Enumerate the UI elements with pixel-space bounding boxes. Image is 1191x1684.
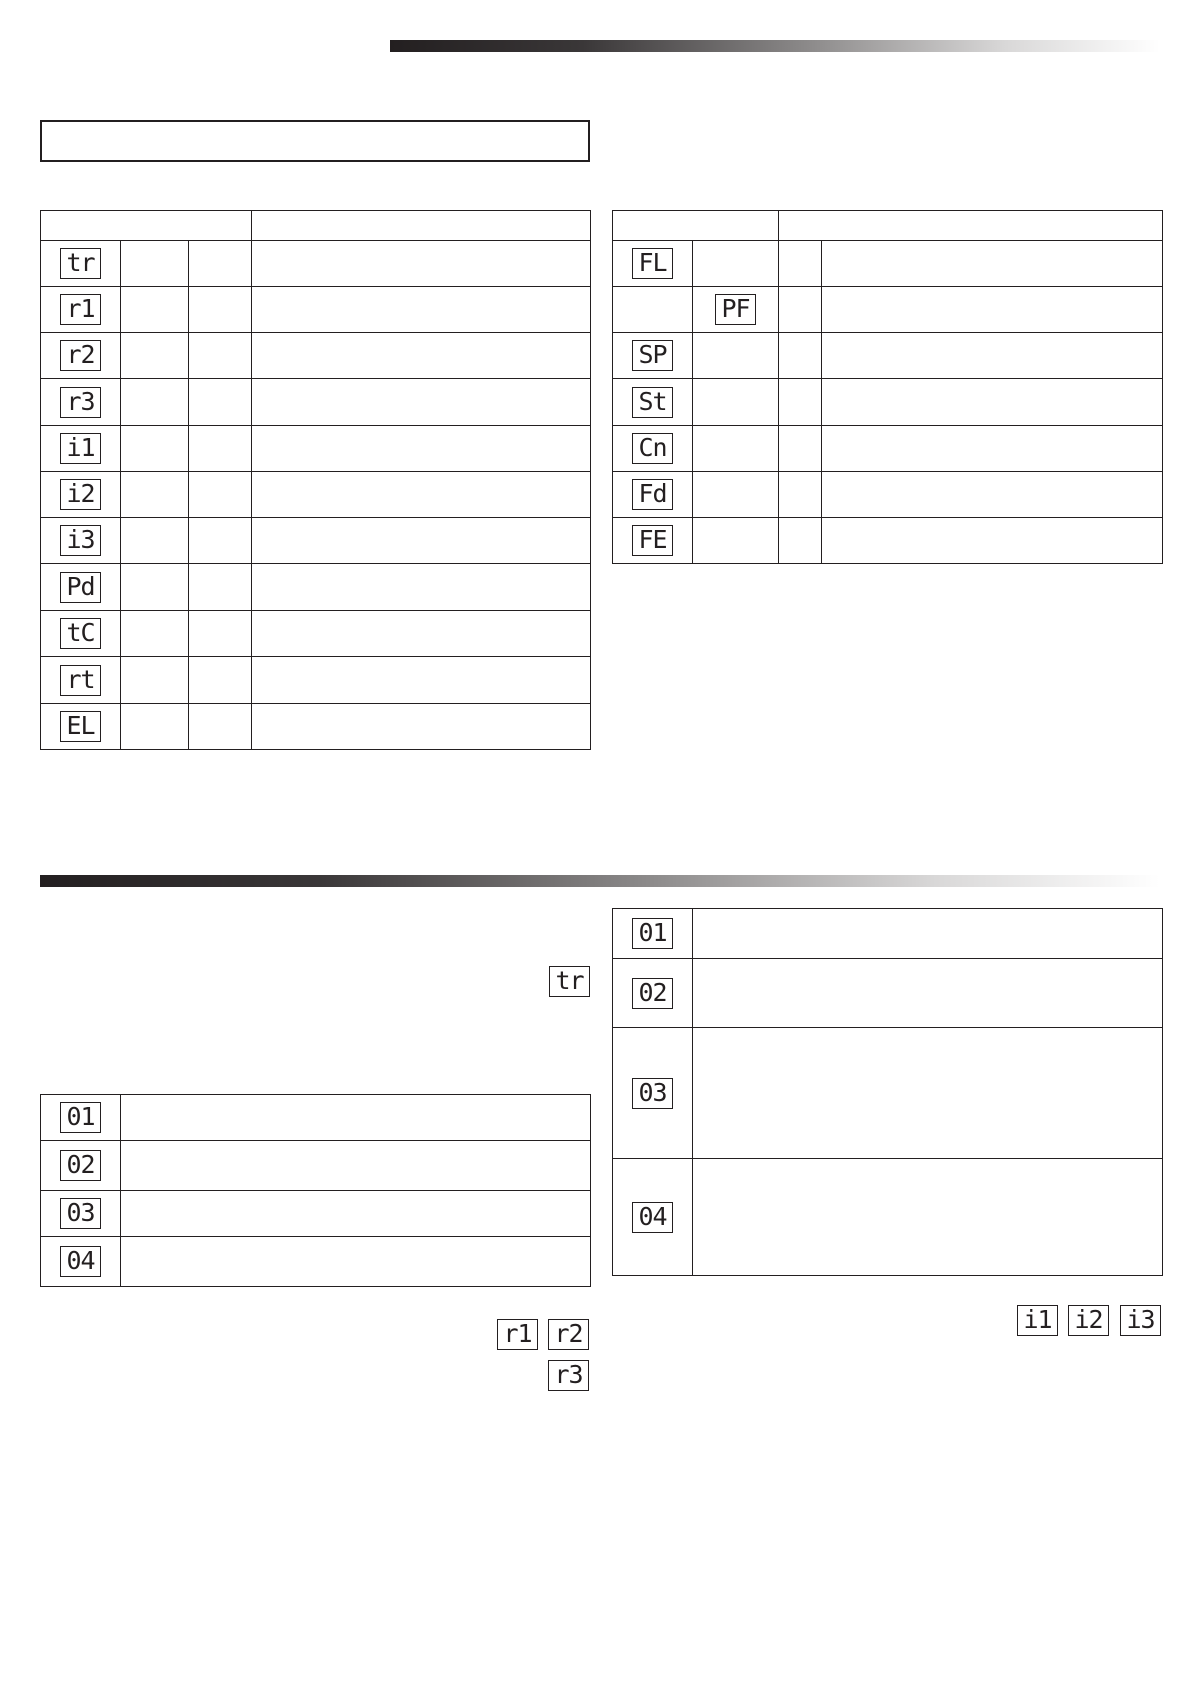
table-row (41, 611, 591, 657)
options-table-right (612, 908, 1163, 1276)
table-row (41, 1237, 591, 1287)
table-row (41, 1141, 591, 1191)
tr-options-table (40, 1094, 591, 1287)
header-cell-parameter (613, 211, 779, 241)
display-code-icon-i2: i2 (1068, 1305, 1109, 1336)
display-code-icon: i3 (60, 525, 101, 556)
display-code-icon: 01 (60, 1102, 101, 1133)
table-row (41, 426, 591, 472)
table-row (41, 1191, 591, 1237)
table-row (41, 518, 591, 564)
table-row (41, 472, 591, 518)
parameter-table-left (40, 210, 591, 750)
display-code-icon: i1 (60, 433, 101, 464)
display-code-icon: EL (60, 711, 101, 742)
display-code-icon: Pd (60, 572, 101, 603)
table-row (613, 426, 1163, 472)
display-code-icon: St (632, 387, 673, 418)
display-code-icon-r1: r1 (497, 1319, 538, 1350)
display-code-icon: r1 (60, 294, 101, 325)
display-code-icon-tr: tr (549, 966, 590, 997)
header-gradient-bar (390, 40, 1160, 52)
table-row (613, 1028, 1163, 1159)
display-code-icon-r3: r3 (548, 1360, 589, 1391)
section-gradient-bar (40, 875, 1160, 887)
display-code-icon: SP (632, 340, 673, 371)
table-row (613, 241, 1163, 287)
display-code-icon: 03 (632, 1078, 673, 1109)
display-code-icon: i2 (60, 479, 101, 510)
display-code-icon: 02 (632, 978, 673, 1009)
display-code-icon: tC (60, 618, 101, 649)
table-row (41, 657, 591, 704)
display-code-icon: 03 (60, 1198, 101, 1229)
display-code-icon: r3 (60, 387, 101, 418)
table-row (41, 704, 591, 750)
table-row (613, 909, 1163, 959)
table-row (613, 379, 1163, 426)
display-code-icon-r2: r2 (548, 1319, 589, 1350)
display-code-icon: PF (715, 294, 756, 325)
table-row (41, 379, 591, 426)
display-code-icon: FE (632, 525, 673, 556)
display-code-icon: 01 (632, 918, 673, 949)
section-title-box (40, 120, 590, 162)
table-row (613, 518, 1163, 564)
table-row (613, 333, 1163, 379)
table-row (41, 241, 591, 287)
display-code-icon: rt (60, 665, 101, 696)
table-row (613, 1159, 1163, 1276)
header-cell-description (252, 211, 591, 241)
table-row (41, 564, 591, 611)
display-code-icon: tr (60, 248, 101, 279)
table-row (613, 959, 1163, 1028)
table-row (41, 333, 591, 379)
display-code-icon: 02 (60, 1150, 101, 1181)
display-code-icon-i3: i3 (1120, 1305, 1161, 1336)
table-row (613, 472, 1163, 518)
header-cell-description (779, 211, 1163, 241)
display-code-icon: Fd (632, 479, 673, 510)
display-code-icon: FL (632, 248, 673, 279)
header-cell-parameter (41, 211, 252, 241)
table-row (41, 287, 591, 333)
table-row (613, 287, 1163, 333)
parameter-table-right (612, 210, 1163, 564)
display-code-icon: Cn (632, 433, 673, 464)
display-code-icon-i1: i1 (1017, 1305, 1058, 1336)
display-code-icon: r2 (60, 340, 101, 371)
display-code-icon: 04 (632, 1202, 673, 1233)
display-code-icon: 04 (60, 1246, 101, 1277)
table-row (41, 1095, 591, 1141)
